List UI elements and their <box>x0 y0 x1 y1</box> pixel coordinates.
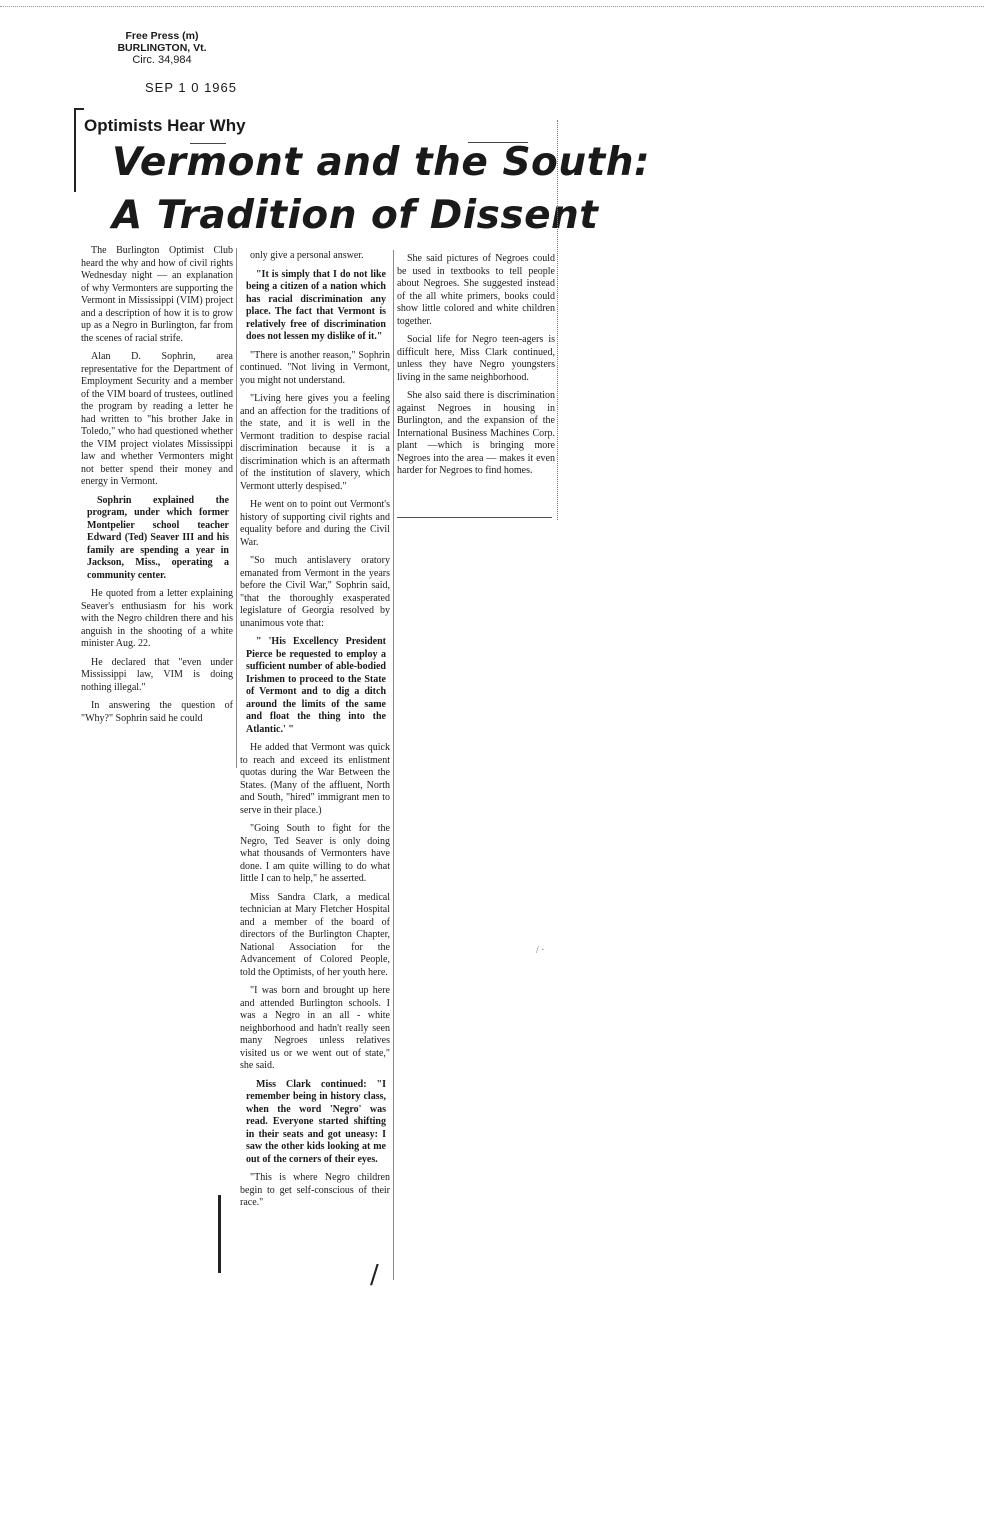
clipping-masthead <box>92 30 232 66</box>
article-paragraph: Miss Clark continued: "I remember being in history class, when the word 'Negro' was read. Everyone started shifting in their seats and got uneasy: I saw the other kids looking at me out of the corners of their eyes. <box>246 1078 386 1165</box>
column-rule <box>393 250 394 1280</box>
column-rule <box>236 248 237 768</box>
article-paragraph: He declared that "even under Mississippi law, VIM is doing nothing illegal." <box>81 656 233 693</box>
article-paragraph: "It is simply that I do not like being a citizen of a nation which has racial discrimination any place. The fact that Vermont is relatively free of discrimination does not lessen my dislike of it." <box>246 268 386 342</box>
article-column-1 <box>81 245 233 731</box>
article-paragraph: " 'His Excellency President Pierce be requested to employ a sufficient number of able-bodied Irishmen to proceed to the State of Vermont and to dig a ditch around the limits of the same and float the thing into the Atlantic.' " <box>246 636 386 735</box>
article-paragraph: In answering the question of "Why?" Sophrin said he could <box>81 700 233 724</box>
pen-slash-mark: / <box>370 1260 379 1290</box>
article-paragraph: Alan D. Sophrin, area representative for the Department of Employment Security and a member of the VIM board of trustees, outlined the program by reading a letter he had written to "his brother Jake in Toledo," who had questioned whether the VIM project violates Mississippi law and whether Vermonters might not better spend their money and energy in Vermont. <box>81 351 233 487</box>
article-paragraph: "Living here gives you a feeling and an affection for the traditions of the state, and it is well in the Vermont tradition to despise racial discrimination because it is a discrimination which is an aftermath of the institution of slavery, which Vermont utterly despised." <box>240 393 390 492</box>
kicker-headline: Optimists Hear Why <box>84 116 246 135</box>
article-paragraph: She also said there is discrimination against Negroes in housing in Burlington, and the expansion of the International Business Machines Corp. plant —which is bringing more Negroes into the area — makes it even harder for Negroes to find homes. <box>397 390 555 476</box>
article-column-3 <box>397 253 555 484</box>
article-paragraph: She said pictures of Negroes could be used in textbooks to tell people about Negroes. She suggested instead of the all white primers, books could show little colored and white children together. <box>397 253 555 327</box>
article-paragraph: "There is another reason," Sophrin continued. "Not living in Vermont, you might not understand. <box>240 349 390 386</box>
article-paragraph: He added that Vermont was quick to reach and exceed its enlistment quotas during the War Between the States. (Many of the affluent, North and South, "hired" immigrant men to serve in their place.) <box>240 742 390 816</box>
kicker-bracket <box>74 108 84 192</box>
article-paragraph: The Burlington Optimist Club heard the why and how of civil rights Wednesday night — an explanation of why Vermonters are supporting the Vermont in Mississippi (VIM) project and a description of how it is to grow up as a Negro in Burlington, far from the scenes of racial strife. <box>81 245 233 344</box>
article-paragraph: only give a personal answer. <box>250 250 364 261</box>
article-paragraph: Sophrin explained the program, under which former Montpelier school teacher Edward (Ted) Seaver III and his family are spending a year in Jackson, Miss., operating a community center. <box>87 494 229 581</box>
clipping-edge <box>557 120 558 520</box>
article-paragraph: He went on to point out Vermont's history of supporting civil rights and equality before and during the Civil War. <box>240 499 390 548</box>
paper-name: Free Press (m) <box>125 30 199 42</box>
article-paragraph: "Going South to fight for the Negro, Ted Seaver is only doing what thousands of Vermonters have done. I am quite willing to do what little I can to help," he asserted. <box>240 823 390 884</box>
headline-line-2: A Tradition of Dissent <box>112 193 599 238</box>
article-column-2 <box>240 250 390 1216</box>
article-paragraph: "This is where Negro children begin to get self-conscious of their race." <box>240 1172 390 1208</box>
article-paragraph: He quoted from a letter explaining Seaver's enthusiasm for his work with the Negro children there and his anguish in the shooting of a white minister Aug. 22. <box>81 588 233 649</box>
margin-bar-mark <box>218 1195 221 1273</box>
article-end-rule <box>397 517 552 518</box>
article-paragraph: "So much antislavery oratory emanated from Vermont in the years before the Civil War," Sophrin said, "that the thoroughly exasperated legislature of Georgia resolved by unanimous vote that: <box>240 555 390 629</box>
article-paragraph: "I was born and brought up here and attended Burlington schools. I was a Negro in an all - white neighborhood and hadn't really seen many Negroes unless relatives visited us or we went out of state," she said. <box>240 985 390 1071</box>
headline-line-1: Vermont and the South: <box>112 140 651 185</box>
paper-city: BURLINGTON, Vt. <box>117 42 207 54</box>
paper-circulation: Circ. 34,984 <box>132 54 192 66</box>
article-paragraph: Social life for Negro teen-agers is difficult here, Miss Clark continued, unless they have Negro youngsters living in the same neighborhood. <box>397 334 555 383</box>
stray-mark: / · <box>536 945 545 956</box>
article-paragraph: Miss Sandra Clark, a medical technician at Mary Fletcher Hospital and a member of the board of directors of the Burlington Chapter, National Association for the Advancement of Colored People, told the Optimists, of her youth here. <box>240 891 390 978</box>
date-stamp: SEP 1 0 1965 <box>145 80 237 95</box>
top-dotted-border <box>0 6 984 7</box>
